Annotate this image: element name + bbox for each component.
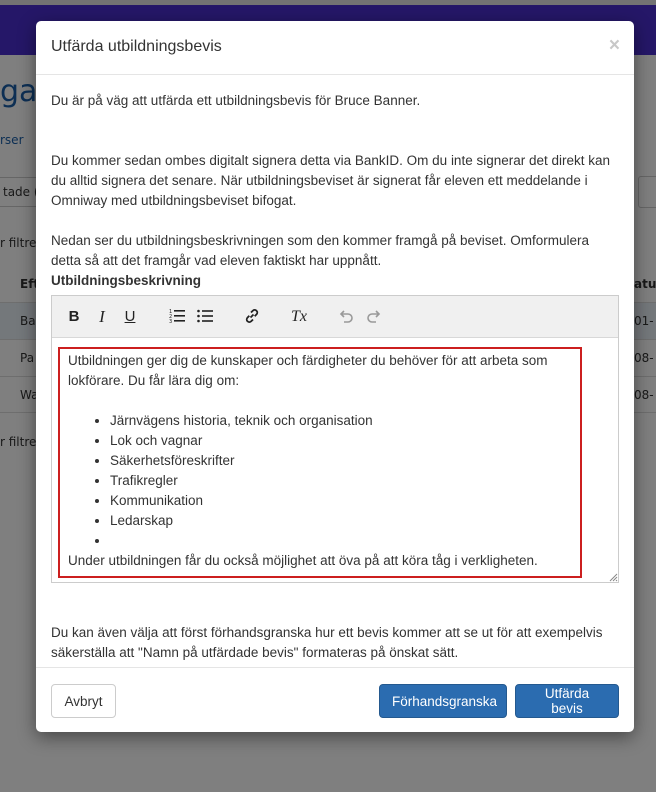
modal-title: Utfärda utbildningsbevis — [51, 38, 222, 55]
bold-button[interactable]: B — [68, 308, 80, 325]
list-item: • Säkerhetsföreskrifter — [110, 451, 572, 471]
redo-button[interactable] — [363, 307, 385, 327]
editor-intro-text: Utbildningen ger dig de kunskaper och färdigheter du behöver för att arbeta som lokförare. Du får lära dig om: — [68, 353, 548, 388]
clear-format-button[interactable]: Tx — [291, 308, 307, 325]
underline-button[interactable]: U — [124, 308, 136, 325]
resize-handle-icon[interactable] — [608, 572, 618, 582]
signing-text: Du kommer sedan ombes digitalt signera detta via BankID. Om du inte signerar det direkt kan du alltid signera det senare. När utbildningsbeviset är signerat får eleven ett meddelande i Omniway med utbildningsbeviset bifogat. — [51, 153, 611, 208]
svg-text:1: 1 — [169, 309, 173, 315]
link-button[interactable] — [241, 307, 263, 327]
redo-icon — [366, 308, 382, 324]
preview-button[interactable]: Förhandsgranska — [379, 684, 507, 718]
list-item: • Järnvägens historia, teknik och organisation — [110, 411, 572, 431]
editor-bullet-list — [68, 411, 572, 551]
svg-text:3: 3 — [169, 319, 173, 324]
list-item: • Lok och vagnar — [110, 431, 572, 451]
editor-blank-line — [68, 391, 572, 411]
issue-certificate-modal — [36, 21, 634, 732]
bullet-list-icon — [197, 308, 213, 324]
link-icon — [244, 308, 260, 324]
modal-header — [36, 21, 634, 75]
rephrase-text: Nedan ser du utbildningsbeskrivningen som den kommer framgå på beviset. Omformulera detta så att det framgår vad eleven faktiskt har uppnått. — [51, 233, 590, 268]
ordered-list-button[interactable] — [166, 307, 188, 327]
description-field-label: Utbildningsbeskrivning — [51, 273, 202, 288]
list-item — [110, 531, 572, 551]
cancel-button[interactable]: Avbryt — [51, 684, 116, 718]
editor-content-area[interactable] — [58, 347, 582, 578]
italic-button[interactable]: I — [99, 307, 105, 326]
undo-icon — [338, 308, 354, 324]
list-item: • Kommunikation — [110, 491, 572, 511]
undo-button[interactable] — [335, 307, 357, 327]
preview-note-text: Du kan även välja att först förhandsgranska hur ett bevis kommer att se ut för att exempelvis säkerställa att "Namn på utfärdade bevis" formateras på önskat sätt. — [51, 625, 603, 660]
bullet-list-button[interactable] — [194, 307, 216, 327]
list-item: • Trafikregler — [110, 471, 572, 491]
ordered-list-icon — [169, 308, 185, 324]
issue-certificate-button[interactable]: Utfärda bevis — [515, 684, 619, 718]
svg-text:2: 2 — [169, 314, 173, 320]
modal-footer — [36, 667, 634, 732]
editor-outro-text: Under utbildningen får du också möjlighet att öva på att köra tåg i verkligheten. — [68, 553, 538, 568]
list-item: • Ledarskap — [110, 511, 572, 531]
intro-text: Du är på väg att utfärda ett utbildningsbevis för Bruce Banner. — [51, 93, 421, 108]
editor-toolbar — [52, 296, 618, 338]
rich-text-editor — [51, 295, 619, 583]
close-icon[interactable]: × — [608, 35, 620, 56]
